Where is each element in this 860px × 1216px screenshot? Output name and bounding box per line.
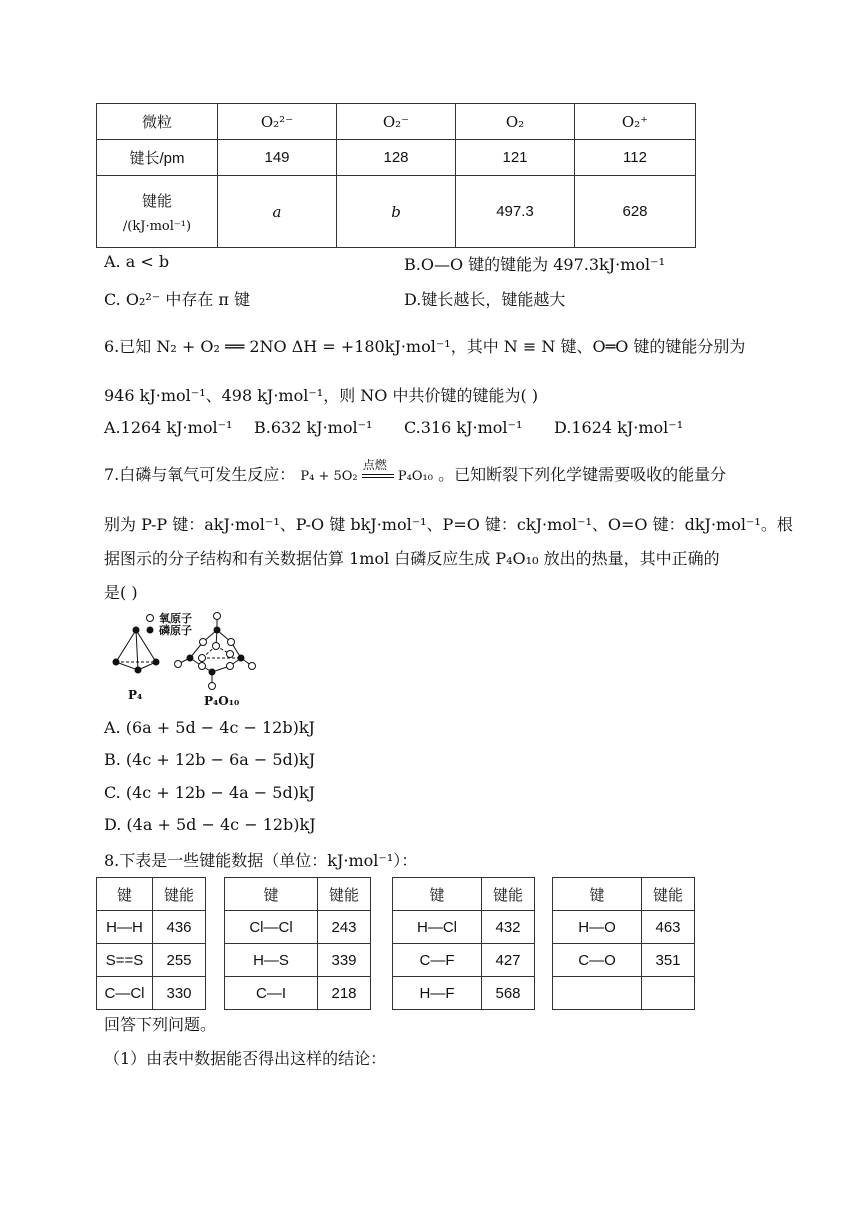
label-p4: P₄ — [128, 688, 143, 702]
bond-energy: 330 — [153, 977, 206, 1010]
bond-name: C—O — [553, 944, 642, 977]
bond-energy-table-2 — [224, 877, 371, 1010]
reaction-equation — [300, 457, 433, 484]
header-bond: 键 — [225, 878, 318, 911]
table-cell: 497.3 — [456, 176, 575, 248]
q5-option-c: C. O₂²⁻ 中存在 π 键 — [104, 290, 251, 309]
bond-name: C—I — [225, 977, 318, 1010]
q5-option-a: A. a < b — [104, 252, 170, 271]
q6-option-a: A.1264 kJ·mol⁻¹ — [104, 418, 233, 437]
bond-energy: 432 — [482, 911, 535, 944]
table-cell — [97, 176, 218, 248]
bond-name: Cl—Cl — [225, 911, 318, 944]
bond-energy: 255 — [153, 944, 206, 977]
q6-stem-line1: 6.已知 N₂ + O₂ ══ 2NO ΔH = +180kJ·mol⁻¹，其中 N ≡ N 键、O═O 键的键能分别为 — [104, 337, 746, 356]
q6-option-b: B.632 kJ·mol⁻¹ — [254, 418, 373, 437]
q7-stem-post: 。已知断裂下列化学键需要吸收的能量分 — [438, 465, 727, 484]
table-cell: O₂⁻ — [337, 104, 456, 140]
bond-name: C—Cl — [97, 977, 153, 1010]
table-cell: 微粒 — [97, 104, 218, 140]
row-unit: /(kJ·mol⁻¹) — [122, 218, 192, 234]
table-cell: 149 — [218, 140, 337, 176]
q7-option-a: A. (6a + 5d − 4c − 12b)kJ — [104, 718, 315, 737]
bond-energy: 339 — [318, 944, 371, 977]
q7-stem-line3: 据图示的分子结构和有关数据估算 1mol 白磷反应生成 P₄O₁₀ 放出的热量，其中正确的 — [104, 549, 720, 568]
bond-energy-table-3 — [392, 877, 535, 1010]
table-cell: O₂²⁻ — [218, 104, 337, 140]
q8-stem: 8.下表是一些键能数据（单位：kJ·mol⁻¹）： — [104, 851, 418, 870]
table-cell: a — [218, 176, 337, 248]
q6-option-d: D.1624 kJ·mol⁻¹ — [554, 418, 684, 437]
q7-stem-pre: 7.白磷与氧气可发生反应： — [104, 465, 296, 484]
equation-left: P₄ + 5O₂ — [300, 469, 358, 484]
bond-energy: 436 — [153, 911, 206, 944]
bond-name: S==S — [97, 944, 153, 977]
header-energy: 键能 — [318, 878, 371, 911]
q5-option-b: B.O—O 键的键能为 497.3kJ·mol⁻¹ — [404, 255, 666, 274]
bond-energy: 218 — [318, 977, 371, 1010]
legend-phosphorus: 磷原子 — [159, 624, 192, 637]
header-energy: 键能 — [482, 878, 535, 911]
legend-oxygen: 氧原子 — [159, 612, 192, 625]
bond-energy: 427 — [482, 944, 535, 977]
equation-right: P₄O₁₀ — [397, 469, 433, 484]
q7-option-b: B. (4c + 12b − 6a − 5d)kJ — [104, 750, 316, 769]
bond-name: H—F — [393, 977, 482, 1010]
table-cell: 121 — [456, 140, 575, 176]
table-cell: 键长/pm — [97, 140, 218, 176]
header-bond: 键 — [97, 878, 153, 911]
q7-stem-line4: 是( ) — [104, 583, 138, 602]
molecule-figure — [104, 608, 264, 708]
bond-name: H—S — [225, 944, 318, 977]
q5-option-d: D.键长越长，键能越大 — [404, 290, 566, 309]
table-cell: 628 — [575, 176, 696, 248]
equation-condition: 点燃 — [362, 457, 387, 472]
bond-name: H—Cl — [393, 911, 482, 944]
bond-energy: 351 — [642, 944, 695, 977]
header-energy: 键能 — [642, 878, 695, 911]
q8-answer-prompt: 回答下列问题。 — [104, 1015, 217, 1034]
table-cell: 112 — [575, 140, 696, 176]
bond-energy-table-1 — [96, 877, 206, 1010]
bond-data-table — [96, 103, 696, 248]
bond-name: H—O — [553, 911, 642, 944]
header-bond: 键 — [393, 878, 482, 911]
equation-arrow — [362, 457, 394, 482]
q6-option-c: C.316 kJ·mol⁻¹ — [404, 418, 523, 437]
q7-stem-line1 — [104, 457, 727, 485]
header-energy: 键能 — [153, 878, 206, 911]
table-cell: O₂ — [456, 104, 575, 140]
table-cell: b — [337, 176, 456, 248]
q8-subquestion-1: （1）由表中数据能否得出这样的结论： — [104, 1049, 387, 1068]
bond-energy — [642, 977, 695, 1010]
bond-energy: 243 — [318, 911, 371, 944]
label-p4o10: P₄O₁₀ — [204, 694, 240, 708]
bond-energy-table-4 — [552, 877, 695, 1010]
q7-option-d: D. (4a + 5d − 4c − 12b)kJ — [104, 815, 316, 834]
header-bond: 键 — [553, 878, 642, 911]
q7-option-c: C. (4c + 12b − 4a − 5d)kJ — [104, 783, 316, 802]
bond-energy: 568 — [482, 977, 535, 1010]
bond-name — [553, 977, 642, 1010]
bond-name: H—H — [97, 911, 153, 944]
q7-stem-line2: 别为 P-P 键：akJ·mol⁻¹、P-O 键 bkJ·mol⁻¹、P=O 键：ckJ·mol⁻¹、O=O 键：dkJ·mol⁻¹。根 — [104, 515, 793, 534]
row-label: 键能 — [141, 191, 172, 210]
bond-energy: 463 — [642, 911, 695, 944]
table-cell: 128 — [337, 140, 456, 176]
bond-name: C—F — [393, 944, 482, 977]
table-cell: O₂⁺ — [575, 104, 696, 140]
q6-stem-line2: 946 kJ·mol⁻¹、498 kJ·mol⁻¹，则 NO 中共价键的键能为( ) — [104, 386, 539, 405]
